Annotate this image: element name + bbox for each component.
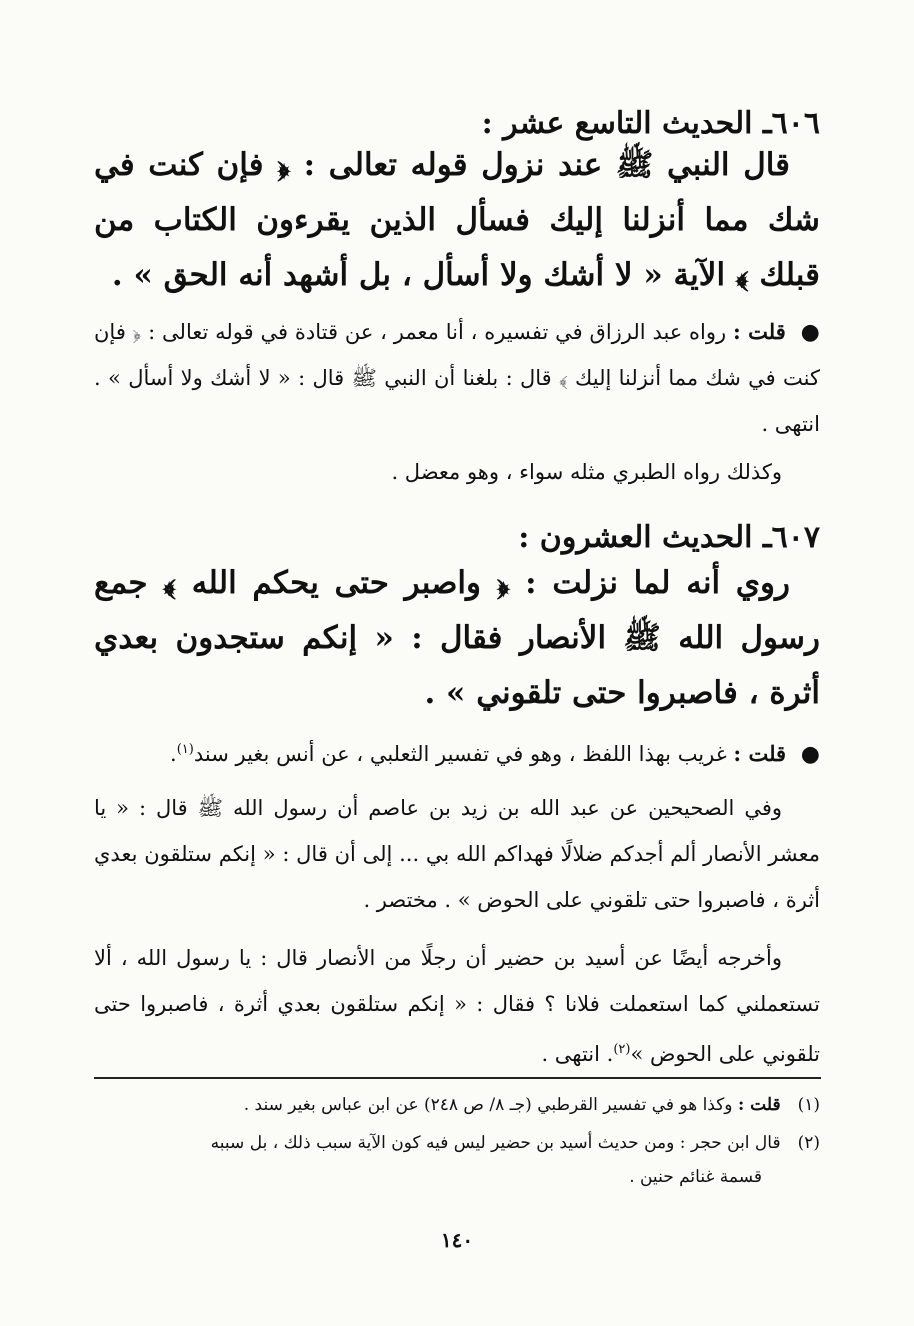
note-607-usayd-text: وأخرجه أيضًا عن أسيد بن حضير أن رجلًا من الأنصار قال : يا رسول الله ، ألا تستعملني كما استعملت فلانا ؟ فقال : « إنكم ستلقون بعدي أثرة ، فاصبروا حتى تلقوني على الحوض » [94,946,820,1066]
note-607-usayd-end: . انتهى . [541,1042,614,1066]
qult-label: قلت : [733,741,787,766]
footnote-2 [94,1126,820,1194]
note-607-text: غريب بهذا اللفظ ، وهو في تفسير الثعلبي ، عن أنس بغير سند [193,742,727,766]
footnote-ref-2: (٢) [613,1042,631,1057]
note-607-end: . [170,742,177,766]
bullet-icon: ● [800,741,820,767]
heading-607: ٦٠٧ـ الحديث العشرون : [518,520,820,555]
hadith-606-text: قال النبي ﷺ عند نزول قوله تعالى : ﴿ فإن كنت في شك مما أنزلنا إليك فسأل الذين يقرءون الكتاب من قبلك ﴾ الآية « لا أشك ولا أسأل ، بل أشهد أنه الحق » . [94,147,820,293]
heading-606: ٦٠٦ـ الحديث التاسع عشر : [481,106,820,141]
note-607-commentary [94,727,820,777]
hadith-607-text: روي أنه لما نزلت : ﴿ واصبر حتى يحكم الله ﴾ جمع رسول الله ﷺ الأنصار فقال : « إنكم ستجدون بعدي أثرة ، فاصبروا حتى تلقوني » . [94,565,820,711]
footnote-divider [94,1077,821,1079]
bullet-icon: ● [800,319,820,345]
note-606-commentary [94,309,820,447]
note-607-sahihayn: وفي الصحيحين عن عبد الله بن زيد بن عاصم أن رسول الله ﷺ قال : « يا معشر الأنصار ألم أجدكم ضلالًا فهداكم الله بي ... إلى أن قال : « إنكم ستلقون بعدي أثرة ، فاصبروا حتى تلقوني على الحوض » . مختصر . [94,796,820,912]
page-number: ١٤٠ [440,1228,474,1252]
footnote-ref-1: (١) [176,742,194,757]
note-607-usayd [94,935,820,1077]
footnote-2-text: قال ابن حجر : ومن حديث أسيد بن حضير ليس فيه كون الآية سبب ذلك ، بل سببه [210,1133,781,1153]
footnote-2-continuation: قسمة غنائم حنين . [629,1167,762,1187]
footnote-1-text: وكذا هو في تفسير القرطبي (جـ ٨/ ص ٢٤٨) عن ابن عباس بغير سند . [243,1095,733,1115]
footnote-1 [94,1088,820,1122]
footnote-1-qult: قلت : [737,1095,781,1115]
footnote-2-number: (٢) [797,1133,820,1153]
note-606-text: رواه عبد الرزاق في تفسيره ، أنا معمر ، عن قتادة في قوله تعالى : ﴿ فإن كنت في شك مما أنزلنا إليك ﴾ قال : بلغنا أن النبي ﷺ قال : « لا أشك ولا أسأل » . انتهى . [94,320,820,436]
note-606-tabari: وكذلك رواه الطبري مثله سواء ، وهو معضل . [391,460,782,484]
footnote-1-number: (١) [797,1095,820,1115]
qult-label: قلت : [732,319,786,344]
